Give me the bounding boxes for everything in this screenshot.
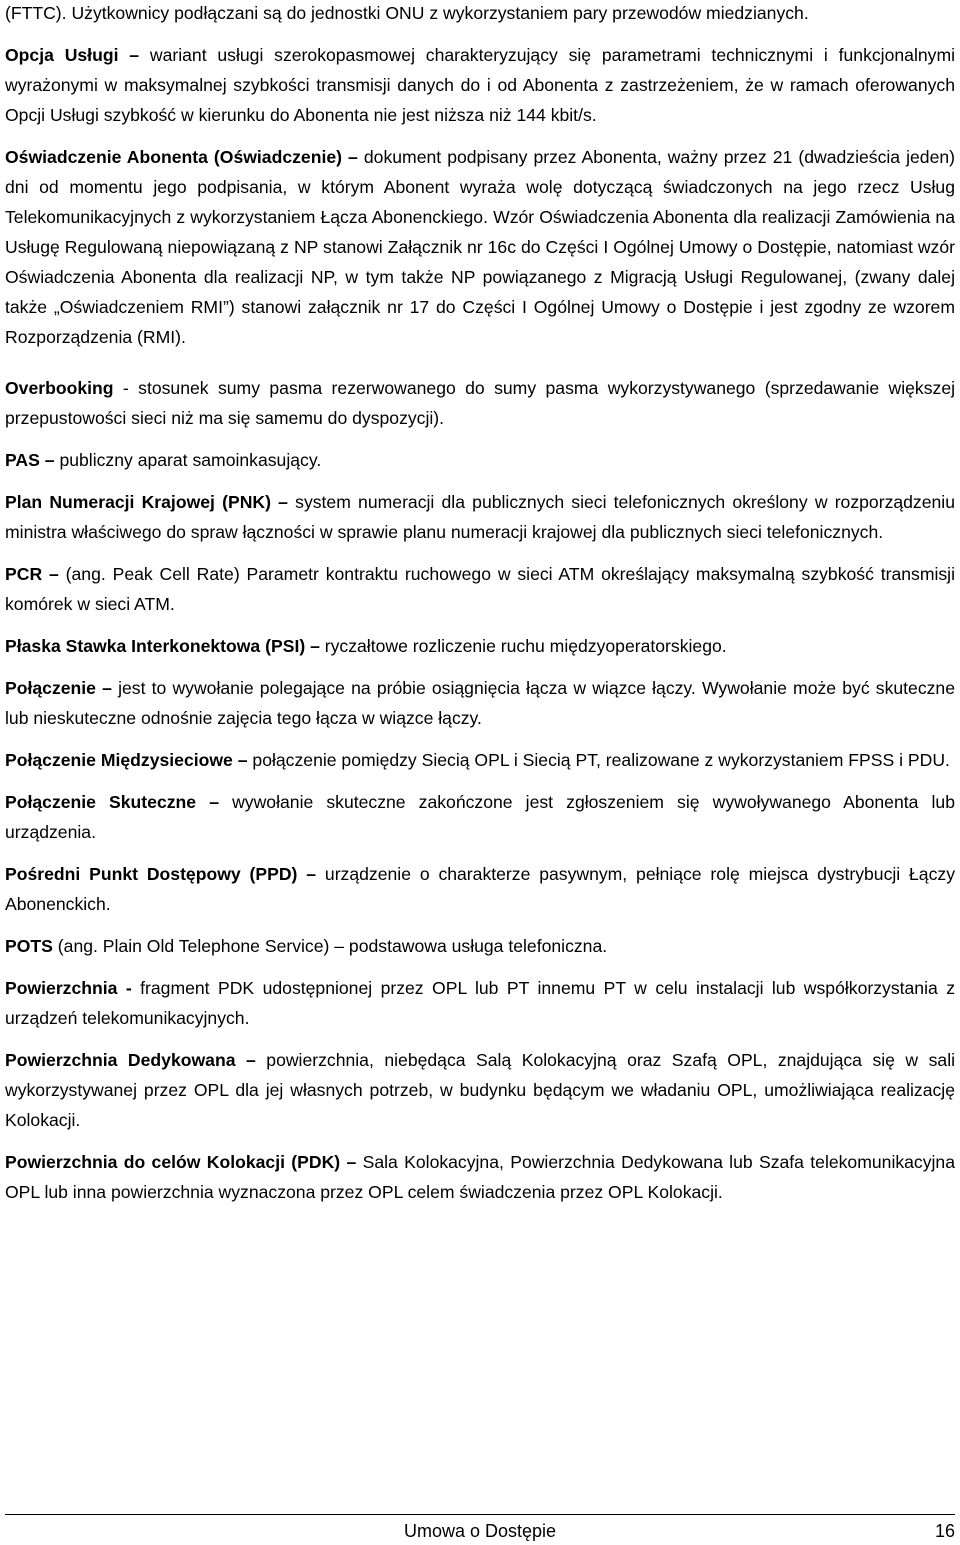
definition-term: Płaska Stawka Interkonektowa (PSI) bbox=[5, 636, 306, 656]
definition-term: Overbooking bbox=[5, 378, 114, 398]
definition-dash: – bbox=[209, 792, 219, 812]
footer-divider bbox=[5, 1514, 955, 1515]
definition-term: Połączenie Międzysieciowe bbox=[5, 750, 233, 770]
definition-body: (ang. Peak Cell Rate) Parametr kontraktu ruchowego w sieci ATM określający maksymalną szybkość transmisji komórek w sieci ATM. bbox=[5, 564, 956, 614]
definition-dash: – bbox=[102, 678, 112, 698]
definition-term: PCR bbox=[5, 564, 43, 584]
footer-page-number: 16 bbox=[934, 1521, 955, 1541]
definition-term: Oświadczenie Abonenta (Oświadczenie) bbox=[5, 147, 342, 167]
definition-posredni-punkt-dostepowy bbox=[5, 859, 955, 919]
definition-term: Połączenie bbox=[5, 678, 96, 698]
definition-dash: – bbox=[237, 750, 248, 770]
definition-dash: - bbox=[122, 378, 129, 398]
definition-term: Powierzchnia Dedykowana bbox=[5, 1050, 236, 1070]
definition-dash: – bbox=[348, 147, 358, 167]
definition-term: Plan Numeracji Krajowej (PNK) bbox=[5, 492, 271, 512]
definition-body: Sala Kolokacyjna, Powierzchnia Dedykowana lub Szafa telekomunikacyjna OPL lub inna powierzchnia wyznaczona przez OPL celem świadczenia przez OPL Kolokacji. bbox=[5, 1152, 956, 1202]
definition-term: Połączenie Skuteczne bbox=[5, 792, 197, 812]
definition-dash: – bbox=[245, 1050, 256, 1070]
definition-dash: – bbox=[278, 492, 288, 512]
definition-opcja-uslugi bbox=[5, 40, 955, 130]
definition-term: Opcja Usługi bbox=[5, 45, 119, 65]
definition-body: dokument podpisany przez Abonenta, ważny przez 21 (dwadzieścia jeden) dni od momentu jego podpisania, w którym Abonent wyraża wolę dotyczącą świadczonych na jego rzecz Usług Telekomunikacyjnych z wykorzystaniem Łącza Abonenckiego. Wzór Oświadczenia Abonenta dla realizacji Zamówienia na Usługę Regulowaną niepowiązaną z NP stanowi Załącznik nr 16c do Części I Ogólnej Umowy o Dostępie, natomiast wzór Oświadczenia Abonenta dla realizacji NP, w tym także NP powiązanego z Migracją Usługi Regulowanej, (zwany dalej także „Oświadczeniem RMI”) stanowi załącznik nr 17 do Części I Ogólnej Umowy o Dostępie i jest zgodny ze wzorem Rozporządzenia (RMI). bbox=[5, 147, 956, 347]
definition-dash: – bbox=[49, 564, 59, 584]
definition-body: wywołanie skuteczne zakończone jest zgłoszeniem się wywoływanego Abonenta lub urządzenia. bbox=[5, 792, 956, 842]
definition-body: jest to wywołanie polegające na próbie osiągnięcia łącza w wiązce łączy. Wywołanie może być skuteczne lub nieskuteczne odnośnie zajęcia tego łącza w wiązce łączy. bbox=[5, 678, 956, 728]
definition-body: połączenie pomiędzy Siecią OPL i Siecią PT, realizowane z wykorzystaniem FPSS i PDU. bbox=[252, 750, 950, 770]
definitions-list bbox=[5, 0, 955, 1207]
definition-body: urządzenie o charakterze pasywnym, pełniące rolę miejsca dystrybucji Łączy Abonenckich. bbox=[5, 864, 955, 914]
definition-dash: – bbox=[129, 45, 140, 65]
definition-body: (ang. Plain Old Telephone Service) – podstawowa usługa telefoniczna. bbox=[57, 936, 608, 956]
definition-body: fragment PDK udostępnionej przez OPL lub PT innemu PT w celu instalacji lub współkorzystania z urządzeń telekomunikacyjnych. bbox=[5, 978, 955, 1028]
definition-pas bbox=[5, 445, 955, 475]
definition-dash: – bbox=[44, 450, 55, 470]
definition-plaska-stawka-interkonektowa bbox=[5, 631, 955, 661]
definition-body: stosunek sumy pasma rezerwowanego do sumy pasma wykorzystywanego (sprzedawanie większej przepustowości sieci niż ma się samemu do dyspozycji). bbox=[5, 378, 956, 428]
definition-term: PAS bbox=[5, 450, 40, 470]
definition-term: Powierzchnia - bbox=[5, 978, 132, 998]
definition-body: (FTTC). Użytkownicy podłączani są do jednostki ONU z wykorzystaniem pary przewodów miedzianych. bbox=[5, 3, 809, 23]
definition-polaczenie bbox=[5, 673, 955, 733]
definition-body: system numeracji dla publicznych sieci telefonicznych określony w rozporządzeniu ministra właściwego do spraw łączności w sprawie planu numeracji krajowej dla publicznych sieci telefonicznych. bbox=[5, 492, 955, 542]
definition-polaczenie-miedzysieciowe bbox=[5, 745, 955, 775]
definition-body: publiczny aparat samoinkasujący. bbox=[59, 450, 322, 470]
definition-powierzchnia bbox=[5, 973, 955, 1033]
definition-body: powierzchnia, niebędąca Salą Kolokacyjną oraz Szafą OPL, znajdująca się w sali wykorzystywanej przez OPL dla jej własnych potrzeb, w budynku będącym we władaniu OPL, umożliwiająca realizację Kolokacji. bbox=[5, 1050, 956, 1130]
definition-overbooking bbox=[5, 373, 955, 433]
footer-document-title: Umowa o Dostępie bbox=[403, 1521, 557, 1541]
definition-body: wariant usługi szerokopasmowej charakteryzujący się parametrami technicznymi i funkcjonalnymi wyrażonymi w maksymalnej szybkości transmisji danych do i od Abonenta z zastrzeżeniem, że w ramach oferowanych Opcji Usługi szybkość w kierunku do Abonenta nie jest niższa niż 144 kbit/s. bbox=[5, 45, 956, 125]
definition-dash: – bbox=[310, 636, 320, 656]
definition-term: Powierzchnia do celów Kolokacji (PDK) bbox=[5, 1152, 341, 1172]
definition-pots bbox=[5, 931, 955, 961]
definition-body: ryczałtowe rozliczenie ruchu międzyoperatorskiego. bbox=[324, 636, 727, 656]
definition-oswiadczenie-abonenta bbox=[5, 142, 955, 352]
definition-fttc-continuation bbox=[5, 0, 955, 28]
definition-pcr bbox=[5, 559, 955, 619]
definition-polaczenie-skuteczne bbox=[5, 787, 955, 847]
definition-dash: – bbox=[346, 1152, 357, 1172]
definition-term: POTS bbox=[5, 936, 53, 956]
definition-powierzchnia-dedykowana bbox=[5, 1045, 955, 1135]
definition-term: Pośredni Punkt Dostępowy (PPD) bbox=[5, 864, 298, 884]
definition-plan-numeracji-krajowej bbox=[5, 487, 955, 547]
definition-powierzchnia-do-celow-kolokacji bbox=[5, 1147, 955, 1207]
definition-dash: – bbox=[306, 864, 317, 884]
